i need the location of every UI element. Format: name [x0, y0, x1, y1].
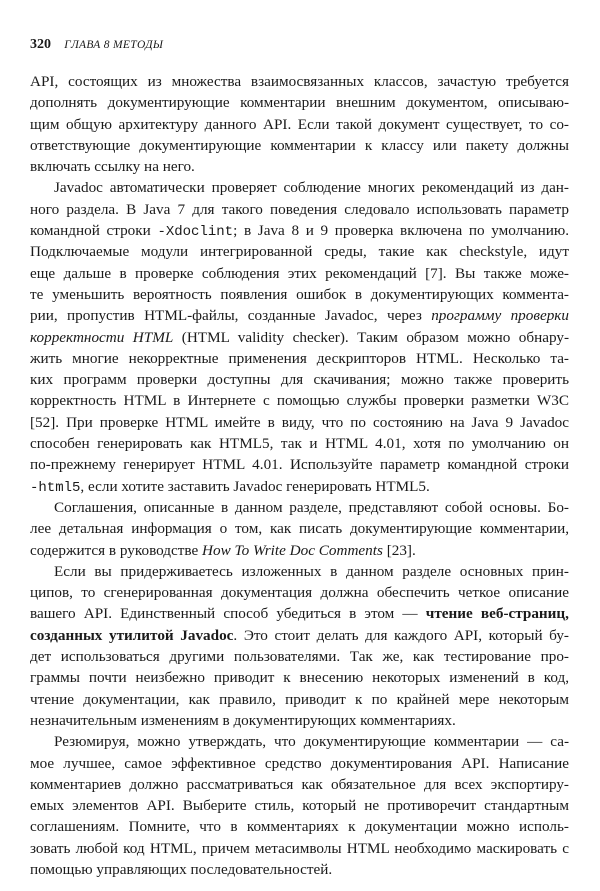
paragraph	[30, 177, 569, 496]
paragraph	[30, 731, 569, 880]
text-line: Если вы придерживаетесь изложенных в данном разделе основных прин-	[54, 562, 569, 580]
text-line: чтение документации, как правило, приводит к по крайней мере некоторым	[30, 690, 569, 708]
text-line: мое лучшее, самое эффективное средство документирования API. Написание	[30, 754, 569, 772]
text-line: лее детальная информация о том, как писать документирующие комментарии,	[30, 520, 569, 538]
bold-emphasis: созданных утилитой Javadoc	[30, 626, 234, 644]
text-line: соглашениям. Помните, что в комментариях к документации можно исполь-	[30, 818, 569, 836]
code-inline: -Xdoclint	[157, 224, 234, 241]
text-line: Javadoc автоматически проверяет соблюдение многих рекомендаций из дан-	[54, 179, 569, 197]
text-line: Резюмируя, можно утверждать, что документирующие комментарии — са-	[54, 733, 569, 751]
text-line: -html5, если хотите заставить Javadoc генерировать HTML5.	[30, 477, 430, 496]
text-line: включать ссылку на него.	[30, 158, 195, 176]
text-line: ких программ проверки доступны для скачивания; можно также проверить	[30, 371, 569, 389]
italic-term: корректности HTML	[30, 328, 174, 346]
page-number: 320	[30, 37, 51, 52]
text-line: ного раздела. В Java 7 для такого поведения следовало использовать параметр	[30, 200, 569, 218]
running-header	[30, 36, 163, 53]
text-line: помощью управляющих последовательностей.	[30, 860, 333, 878]
text-line: дет использоваться другими пользователями. Так же, как тестирование про-	[30, 648, 569, 666]
body-text	[30, 71, 569, 880]
text-line: еще дальше в проверке соблюдения этих рекомендаций [7]. Вы также може-	[30, 264, 569, 282]
text-line: [52]. При проверке HTML имейте в виду, что по состоянию на Java 9 Javadoc	[30, 413, 569, 431]
text-line: комментариев должно рассматриваться как обязательное для всех экспортиру-	[30, 775, 569, 793]
text-line: дополнять документирующие комментарии внешним документом, описываю-	[30, 94, 569, 112]
code-inline: -html5	[30, 479, 81, 496]
text-line: Соглашения, описанные в данном разделе, представляют собой основы. Бо-	[54, 498, 569, 516]
paragraph	[30, 561, 569, 731]
paragraph	[30, 71, 569, 177]
text-line: граммы почти неизбежно приводит к внесению некоторых изменений в код,	[30, 669, 569, 687]
text-line: корректность HTML в Интернете с помощью службы проверки разметки W3C	[30, 392, 569, 410]
text-line: ципов, то сгенерированная документация должна обеспечить четкое описание	[30, 584, 569, 602]
text-line: созданных утилитой Javadoc. Это стоит делать для каждого API, который бу-	[30, 626, 569, 644]
text-line: по-прежнему генерирует HTML 4.01. Используйте параметр командной строки	[30, 456, 569, 474]
text-line: емых элементов API. Выберите стиль, который не противоречит стандартным	[30, 797, 569, 815]
text-line: незначительным изменениям в документирующих комментариях.	[30, 711, 456, 729]
text-line: способен генерировать как HTML5, так и HTML 4.01, хотя по умолчанию он	[30, 435, 569, 453]
italic-title: How To Write Doc Comments	[202, 541, 383, 559]
text-line: жить многие некорректные применения дескрипторов HTML. Несколько та-	[30, 349, 569, 367]
paragraph	[30, 497, 569, 561]
italic-term: программу проверки	[431, 307, 569, 325]
chapter-title: МЕТОДЫ	[113, 39, 164, 51]
text-line: содержится в руководстве How To Write Doc Comments [23].	[30, 541, 416, 559]
text-line: те уменьшить вероятность появления ошибок в документирующих коммента-	[30, 285, 569, 303]
text-line: корректности HTML (HTML validity checker). Таким образом можно обнару-	[30, 328, 569, 346]
chapter-label: ГЛАВА 8	[64, 39, 110, 51]
text-line: API, состоящих из множества взаимосвязанных классов, зачастую требуется	[30, 73, 569, 90]
text-line: вашего API. Единственный способ убедиться в этом — чтение веб-страниц,	[30, 605, 569, 623]
text-line: рии, пропустив HTML-файлы, созданные Javadoc, через программу проверки	[30, 307, 569, 325]
text-line: Подключаемые модули интегрированной среды, такие как checkstyle, идут	[30, 243, 569, 261]
text-line: зовать любой код HTML, причем метасимволы HTML необходимо маскировать с	[30, 839, 569, 857]
text-line: ответствующие документирующие комментарии к классу или пакету должны	[30, 136, 569, 154]
text-line: командной строки -Xdoclint; в Java 8 и 9 проверка включена по умолчанию.	[30, 222, 569, 241]
bold-emphasis: чтение веб-страниц,	[425, 605, 569, 623]
text-line: щим общую архитектуру данного API. Если такой документ существует, то со-	[30, 115, 569, 133]
